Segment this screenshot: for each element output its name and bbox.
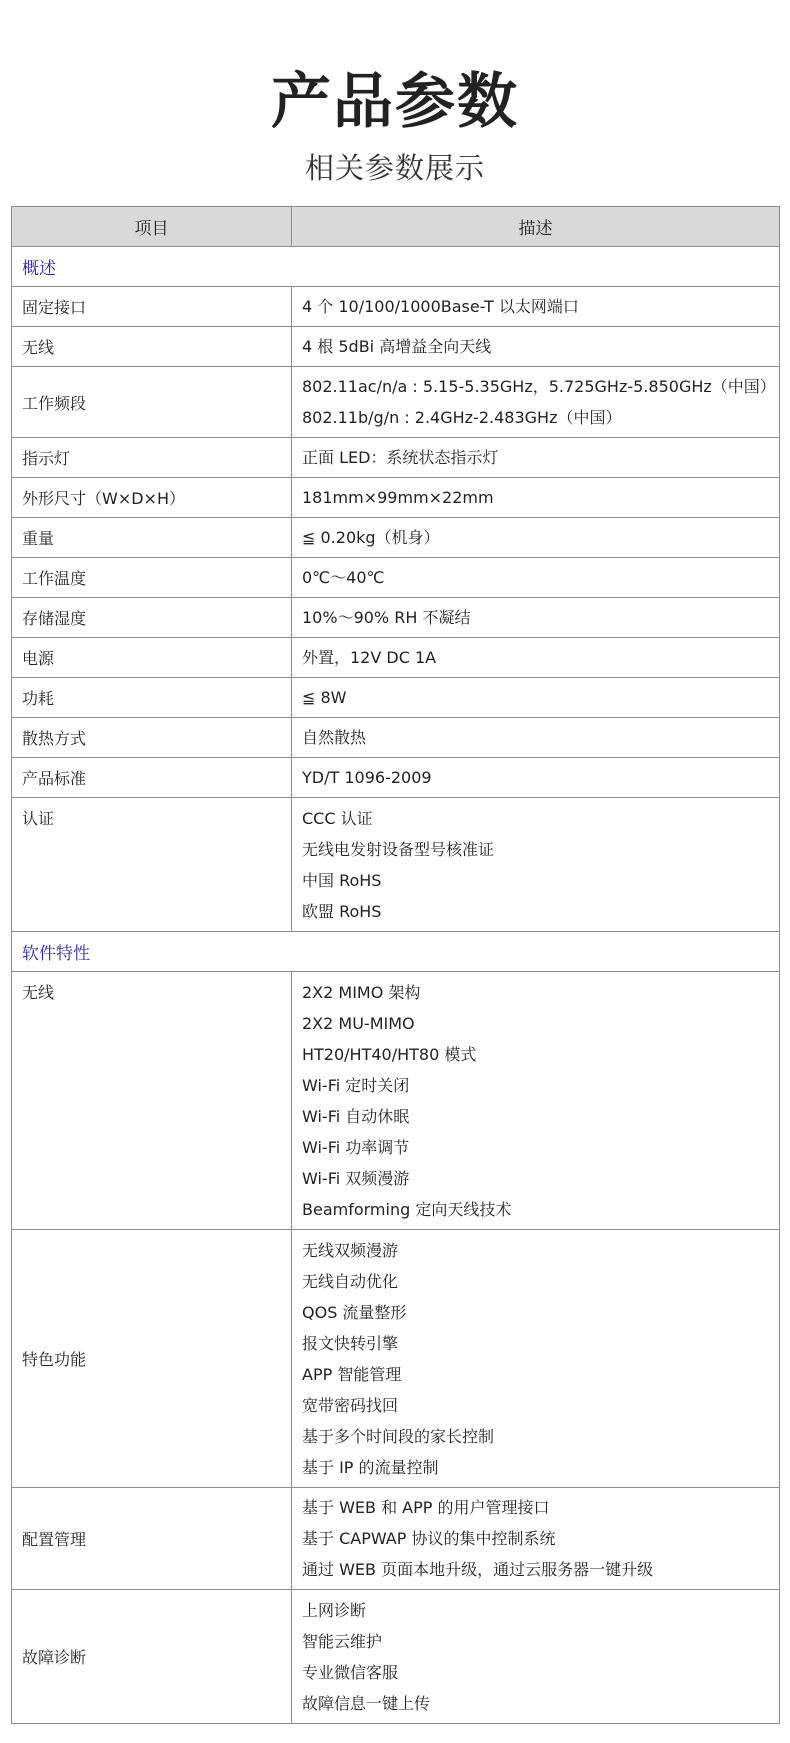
row-value-line: ≦ 0.20kg（机身） bbox=[302, 528, 440, 547]
table-row bbox=[12, 478, 780, 518]
row-value-line: Wi-Fi 定时关闭 bbox=[302, 1075, 410, 1095]
spec-table-body bbox=[12, 247, 780, 1724]
row-value-line: 专业微信客服 bbox=[302, 1662, 399, 1682]
row-value-line: 上网诊断 bbox=[302, 1600, 367, 1620]
row-value-lines bbox=[302, 758, 769, 797]
row-value bbox=[292, 1488, 780, 1590]
row-value bbox=[292, 718, 780, 758]
table-row bbox=[12, 598, 780, 638]
row-value-line: 外置，12V DC 1A bbox=[302, 648, 437, 667]
row-value-line: 0℃～40℃ bbox=[302, 568, 385, 587]
row-label: 功耗 bbox=[12, 678, 292, 718]
row-label: 认证 bbox=[12, 798, 292, 932]
row-value-lines bbox=[302, 558, 769, 597]
row-value-lines bbox=[302, 327, 769, 366]
section-row-overview bbox=[12, 247, 780, 287]
row-value bbox=[292, 287, 780, 327]
row-value bbox=[292, 518, 780, 558]
row-value-line: 基于 CAPWAP 协议的集中控制系统 bbox=[302, 1529, 556, 1548]
spec-table bbox=[11, 206, 780, 1724]
table-row bbox=[12, 638, 780, 678]
row-value-line: 802.11b/g/n : 2.4GHz-2.483GHz（中国） bbox=[302, 408, 622, 427]
row-value-line: ≦ 8W bbox=[302, 688, 347, 707]
row-value-line: 4 根 5dBi 高增益全向天线 bbox=[302, 337, 492, 356]
row-value bbox=[292, 798, 780, 932]
page-title: 产品参数 bbox=[271, 67, 519, 137]
row-value-lines bbox=[302, 799, 769, 931]
row-value-line: 自然散热 bbox=[302, 728, 367, 747]
row-value-line: Wi-Fi 双频漫游 bbox=[302, 1168, 410, 1188]
page-subtitle: 相关参数展示 bbox=[304, 151, 485, 185]
row-label: 工作频段 bbox=[12, 367, 292, 438]
row-label: 散热方式 bbox=[12, 718, 292, 758]
row-label: 配置管理 bbox=[12, 1488, 292, 1590]
row-value bbox=[292, 327, 780, 367]
row-value-line: 2X2 MU-MIMO bbox=[302, 1013, 415, 1033]
row-value bbox=[292, 678, 780, 718]
row-value-line: 无线自动优化 bbox=[302, 1271, 399, 1291]
table-row bbox=[12, 518, 780, 558]
row-value-lines bbox=[302, 1231, 769, 1487]
row-label: 固定接口 bbox=[12, 287, 292, 327]
row-value bbox=[292, 598, 780, 638]
table-row bbox=[12, 1230, 780, 1488]
row-value bbox=[292, 478, 780, 518]
row-value bbox=[292, 1230, 780, 1488]
row-value bbox=[292, 558, 780, 598]
row-value-line: 2X2 MIMO 架构 bbox=[302, 982, 421, 1002]
table-row bbox=[12, 758, 780, 798]
row-value-line: 智能云维护 bbox=[302, 1631, 383, 1651]
row-label: 特色功能 bbox=[12, 1230, 292, 1488]
row-value-line: 4 个 10/100/1000Base-T 以太网端口 bbox=[302, 297, 579, 316]
table-row bbox=[12, 438, 780, 478]
column-header-item: 项目 bbox=[12, 207, 292, 247]
row-value-line: 报文快转引擎 bbox=[302, 1333, 399, 1353]
section-row-software bbox=[12, 932, 780, 972]
table-row bbox=[12, 367, 780, 438]
row-label: 产品标准 bbox=[12, 758, 292, 798]
row-value-line: 无线双频漫游 bbox=[302, 1240, 399, 1260]
row-value-lines bbox=[302, 598, 769, 637]
row-value-line: 通过 WEB 页面本地升级，通过云服务器一键升级 bbox=[302, 1560, 654, 1579]
section-title-software: 软件特性 bbox=[12, 932, 780, 972]
row-value-line: 欧盟 RoHS bbox=[302, 901, 382, 921]
row-label: 无线 bbox=[12, 972, 292, 1230]
row-value-line: 无线电发射设备型号核准证 bbox=[302, 839, 495, 859]
row-value-lines bbox=[302, 678, 769, 717]
row-value-line: 基于 WEB 和 APP 的用户管理接口 bbox=[302, 1498, 550, 1517]
row-value-line: 基于 IP 的流量控制 bbox=[302, 1457, 439, 1477]
row-value bbox=[292, 758, 780, 798]
row-value-line: CCC 认证 bbox=[302, 808, 373, 828]
row-value bbox=[292, 367, 780, 438]
section-title-overview: 概述 bbox=[12, 247, 780, 287]
row-value-lines bbox=[302, 367, 776, 437]
table-row bbox=[12, 678, 780, 718]
row-value-line: 宽带密码找回 bbox=[302, 1395, 399, 1415]
row-label: 工作温度 bbox=[12, 558, 292, 598]
row-value-lines bbox=[302, 287, 769, 326]
table-row bbox=[12, 558, 780, 598]
row-label: 重量 bbox=[12, 518, 292, 558]
table-row bbox=[12, 798, 780, 932]
row-value-lines bbox=[302, 518, 769, 557]
row-value-line: 基于多个时间段的家长控制 bbox=[302, 1426, 495, 1446]
row-label: 指示灯 bbox=[12, 438, 292, 478]
row-value-line: QOS 流量整形 bbox=[302, 1302, 407, 1322]
row-value-lines bbox=[302, 638, 769, 677]
row-value-line: YD/T 1096-2009 bbox=[302, 768, 432, 787]
row-value-lines bbox=[302, 973, 769, 1229]
table-row bbox=[12, 287, 780, 327]
table-header-row bbox=[12, 207, 780, 247]
table-row bbox=[12, 1590, 780, 1724]
row-value-lines bbox=[302, 438, 769, 477]
row-value-line: Wi-Fi 自动休眠 bbox=[302, 1106, 410, 1126]
row-label: 外形尺寸（W×D×H） bbox=[12, 478, 292, 518]
row-value-line: Wi-Fi 功率调节 bbox=[302, 1137, 410, 1157]
table-row bbox=[12, 1488, 780, 1590]
row-value-line: Beamforming 定向天线技术 bbox=[302, 1199, 512, 1219]
row-label: 故障诊断 bbox=[12, 1590, 292, 1724]
row-value-lines bbox=[302, 718, 769, 757]
row-value bbox=[292, 438, 780, 478]
row-value-line: 10%～90% RH 不凝结 bbox=[302, 608, 471, 627]
row-value-lines bbox=[302, 1488, 769, 1589]
row-value-line: 181mm×99mm×22mm bbox=[302, 488, 494, 507]
row-label: 无线 bbox=[12, 327, 292, 367]
table-row bbox=[12, 718, 780, 758]
row-value-line: APP 智能管理 bbox=[302, 1364, 402, 1384]
row-value bbox=[292, 638, 780, 678]
table-row bbox=[12, 972, 780, 1230]
row-value bbox=[292, 972, 780, 1230]
column-header-description: 描述 bbox=[292, 207, 780, 247]
row-value-line: 正面 LED：系统状态指示灯 bbox=[302, 448, 499, 467]
table-row bbox=[12, 327, 780, 367]
row-value-line: HT20/HT40/HT80 模式 bbox=[302, 1044, 477, 1064]
row-value-lines bbox=[302, 1591, 769, 1723]
row-value-line: 故障信息一键上传 bbox=[302, 1693, 431, 1713]
row-value-lines bbox=[302, 478, 769, 517]
row-label: 电源 bbox=[12, 638, 292, 678]
row-value-line: 802.11ac/n/a : 5.15-5.35GHz，5.725GHz-5.850GHz（中国） bbox=[302, 377, 776, 396]
row-value-line: 中国 RoHS bbox=[302, 870, 382, 890]
row-value bbox=[292, 1590, 780, 1724]
row-label: 存储湿度 bbox=[12, 598, 292, 638]
